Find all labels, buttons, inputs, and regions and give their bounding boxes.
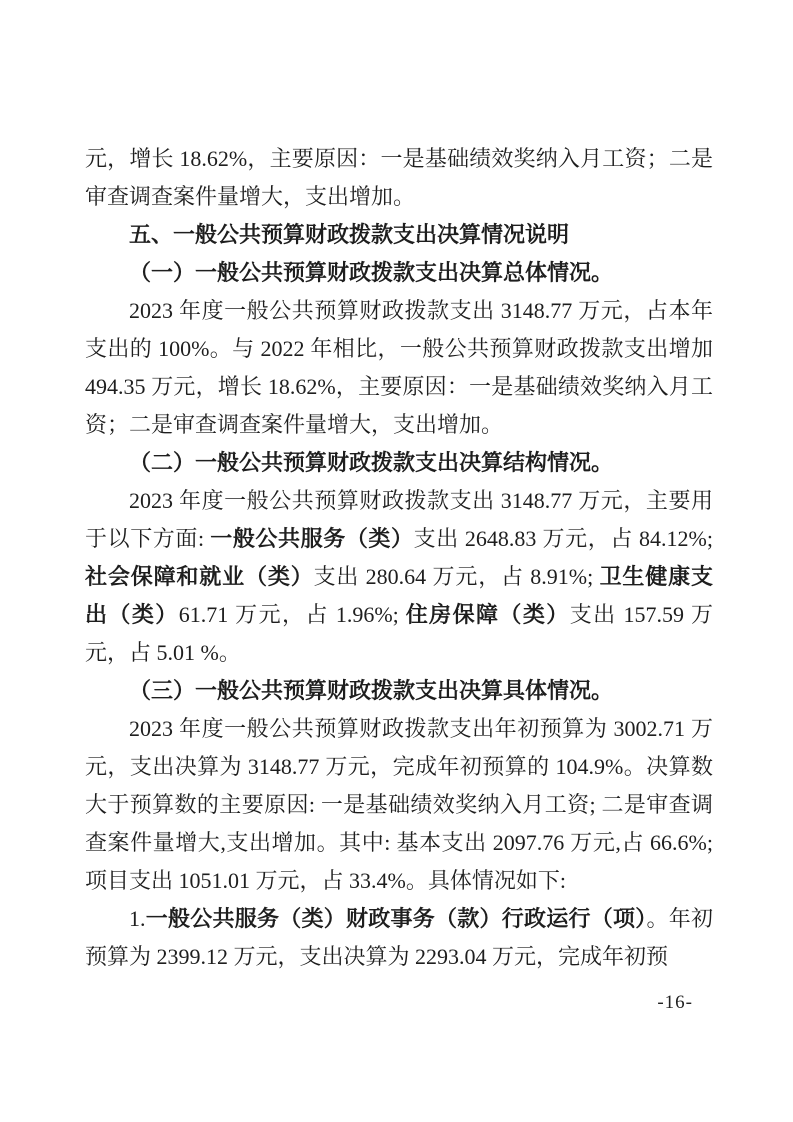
text-run: 2023 年度一般公共预算财政拨款支出 3148.77 万元，占本年支出的 100%。与 2022 年相比，一般公共预算财政拨款支出增加 494.35 万元，增长 18.62%，主要原因：一是基础绩效奖纳入月工资；二是审查调查案件量增大，支出增加。 [85, 298, 713, 437]
text-run: 支出 280.64 万元，占 8.91%; [313, 564, 600, 589]
bold-text-run: 一般公共服务（类）财政事务（款）行政运行（项） [145, 906, 647, 931]
paragraph-5 [85, 482, 713, 672]
bold-text-run: 住房保障（类） [405, 602, 570, 627]
bold-text-run: （三）一般公共预算财政拨款支出决算具体情况。 [129, 678, 614, 703]
document-body [85, 140, 713, 976]
text-run: 2023 年度一般公共预算财政拨款支出 3148.77 万元，主要用于以下方面: [85, 488, 713, 551]
page-number: -16- [657, 992, 693, 1013]
text-run: 61.71 万元，占 1.96%; [178, 602, 406, 627]
text-run: 支出 157.59 万元，占 5.01 %。 [85, 602, 713, 665]
bold-text-run: （二）一般公共预算财政拨款支出决算结构情况。 [129, 450, 614, 475]
heading-1 [85, 216, 713, 254]
bold-text-run: 五、一般公共预算财政拨款支出决算情况说明 [129, 222, 570, 247]
bold-text-run: 社会保障和就业（类） [85, 564, 314, 589]
paragraph-8 [85, 900, 713, 976]
heading-2 [85, 254, 713, 292]
text-run: 支出 2648.83 万元，占 84.12%; [413, 526, 713, 551]
heading-4 [85, 444, 713, 482]
text-run: 。年初预算为 2399.12 万元，支出决算为 2293.04 万元，完成年初预 [85, 906, 713, 969]
text-run: 元，增长 18.62%，主要原因：一是基础绩效奖纳入月工资；二是审查调查案件量增大，支出增加。 [85, 146, 713, 209]
paragraph-3 [85, 292, 713, 444]
bold-text-run: （一）一般公共预算财政拨款支出决算总体情况。 [129, 260, 614, 285]
paragraph-0 [85, 140, 713, 216]
text-run: 2023 年度一般公共预算财政拨款支出年初预算为 3002.71 万元，支出决算为 3148.77 万元，完成年初预算的 104.9%。决算数大于预算数的主要原因: 一是基础绩效奖纳入月工资; 二是审查调查案件量增大,支出增加。其中: 基本支出 2097.76 万元,占 66.6%; 项目支出 1051.01 万元，占 33.4%。具体情况如下: [85, 716, 713, 893]
heading-6 [85, 672, 713, 710]
paragraph-7 [85, 710, 713, 900]
bold-text-run: 卫生健康支出（类） [85, 564, 713, 627]
bold-text-run: 一般公共服务（类） [210, 526, 414, 551]
text-run: 1. [129, 906, 146, 931]
